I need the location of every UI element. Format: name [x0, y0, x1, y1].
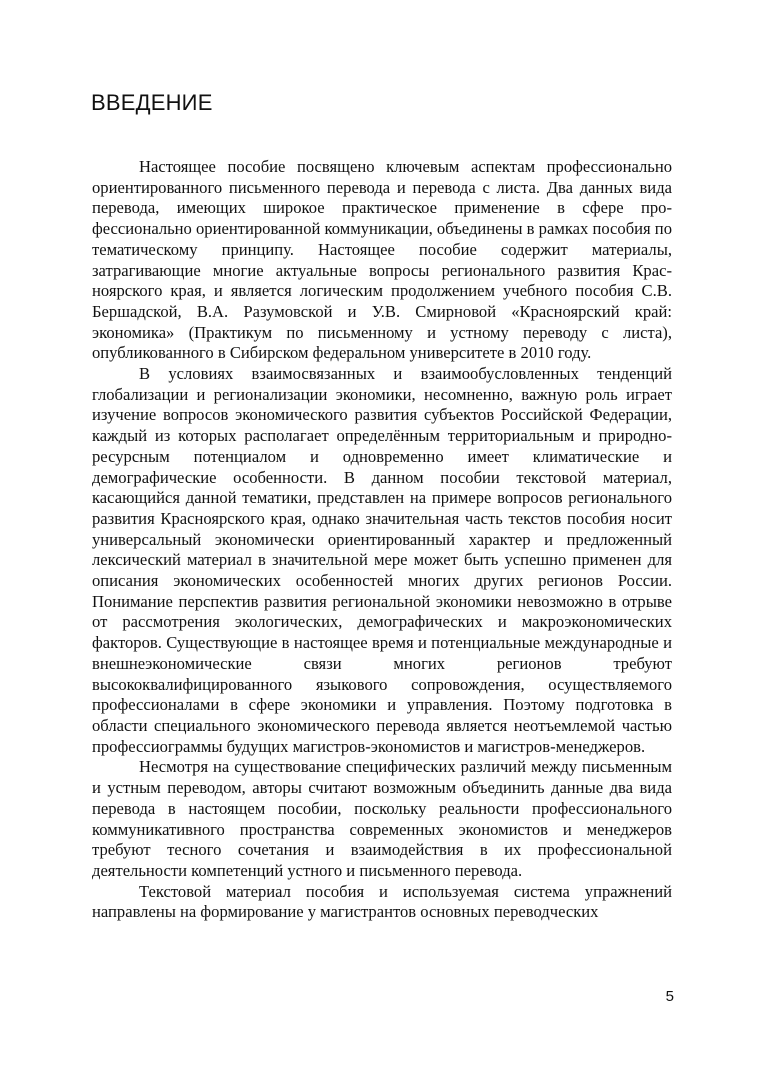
- section-heading: ВВЕДЕНИЕ: [91, 90, 213, 115]
- paragraph: Несмотря на существование специфических различий между письменным и устным переводом, авторы считают возможным объединить данные два вида перевода в настоящем пособии, поскольку реальности профессионального коммуникативного пространства современных экономистов и менеджеров требуют тесного сочетания и взаимодействия в их профессиональной деятельности компетенций устного и письменного перевода.: [92, 757, 672, 880]
- paragraph: Настоящее пособие посвящено ключевым аспектам профессионально ориентированного письменного перевода и перевода с листа. Два данных вида перевода, имеющих широкое практическое применение в сфере профессионально ориентированной коммуникации, объединены в рамках пособия по тематическому принципу. Настоящее пособие содержит материалы, затрагивающие многие актуальные вопросы регионального развития Красноярского края, и является логическим продолжением учебного пособия С.В. Бершадской, В.А. Разумовской и У.В. Смирновой «Красноярский край: экономика» (Практикум по письменному и устному переводу с листа), опубликованного в Сибирском федеральном университете в 2010 году.: [92, 157, 672, 363]
- page-number: 5: [665, 988, 674, 1005]
- paragraph: В условиях взаимосвязанных и взаимообусловленных тенденций глобализации и регионализации экономики, несомненно, важную роль играет изучение вопросов экономического развития субъектов Российской Федерации, каждый из которых располагает определённым территориальным и природно-ресурсным потенциалом и одновременно имеет климатические и демографические особенности. В данном пособии текстовой материал, касающийся данной тематики, представлен на примере вопросов регионального развития Красноярского края, однако значительная часть текстов пособия носит универсальный экономически ориентированный характер и предложенный лексический материал в значительной мере может быть успешно применен для описания экономических особенностей многих других регионов России. Понимание перспектив развития региональной экономики невозможно в отрыве от рассмотрения экологических, демографических и макроэкономических факторов. Существующие в настоящее время и потенциальные международные и внешнеэкономические связи многих регионов требуют высококвалифицированного языкового сопровождения, осуществляемого профессионалами в сфере экономики и управления. Поэтому подготовка в области специального экономического перевода является неотъемлемой частью профессиограммы будущих магистров-экономистов и магистров-менеджеров.: [92, 364, 672, 756]
- body-text: [92, 157, 672, 923]
- paragraph: Текстовой материал пособия и используемая система упражнений направлены на формирование у магистрантов основных переводческих: [92, 881, 672, 922]
